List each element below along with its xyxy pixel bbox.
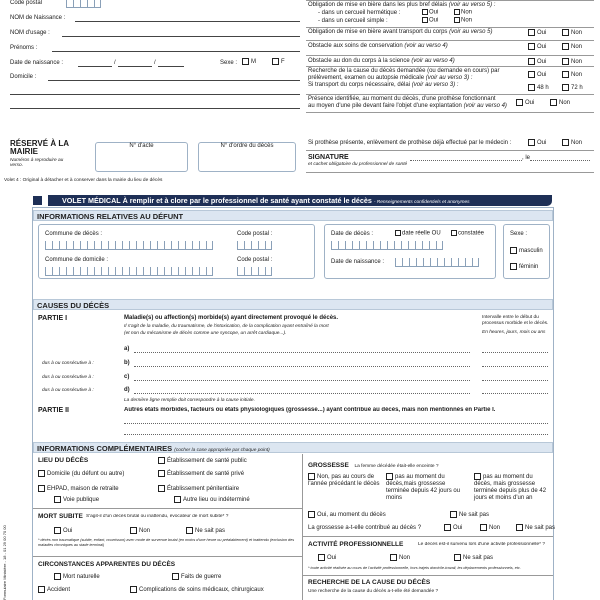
cercueil-simple-oui[interactable] [422, 17, 428, 23]
date-deces-field[interactable] [331, 241, 443, 250]
grossesse-plus42j-label: pas au moment du décès, mais grossesse terminée depuis plus de 42 jours et moins d'un an [474, 474, 547, 502]
cercueil-simple-non[interactable] [454, 17, 460, 23]
etat-civil-block: Code postal NOM de Naissance : NOM d'usage : Prénoms : Date de naissance : / / Sexe : M F Domicile : RÉSERVÉ À LA MAIRIE Numéros à reproduire au verso. N° d'acte N° d'ordre du décès Volet 4 : Original à détacher et à conserver dans la mairie du lieu de décès [10, 0, 302, 150]
code-postal-domicile-label: Code postal : [237, 257, 273, 263]
domicile-label: Domicile : [10, 74, 37, 80]
code-postal-deces-field[interactable] [237, 241, 272, 250]
cause-d-field[interactable] [134, 393, 470, 394]
recherche-head: RECHERCHE DE LA CAUSE DU DÉCÈS [308, 579, 431, 586]
intervalle-l2: processus morbide et le décès. [482, 321, 549, 326]
sexe-defunt-label: Sexe : [510, 231, 528, 237]
nom-naissance-field[interactable] [75, 21, 300, 22]
nom-usage-field[interactable] [62, 36, 300, 37]
volet-marker [33, 196, 42, 205]
presence-l2: au moyen d'une pile devant faire l'objet d'une explantation [308, 103, 462, 109]
partie-1-desc-2: (et non du mécanisme de décès comme une syncope, un arrêt cardiaque...). [124, 331, 287, 336]
mort-subite-question: S'agit-il d'un décès brutal ou inattendu, évocateur de mort subite* ? [86, 514, 229, 519]
activite-question: Le décès est-il survenu lors d'une activité professionnelle* ? [418, 542, 546, 547]
grossesse-42j-checkbox[interactable] [386, 473, 393, 480]
consec-b-label: dus à ou consécutive à : [42, 361, 94, 366]
sexe-f-checkbox[interactable] [272, 58, 279, 65]
accident-label: Accident [47, 587, 71, 594]
obstacle-don-non[interactable] [562, 58, 569, 65]
date-constatee-label: constatée [458, 230, 485, 237]
etab-prive-label: Établissement de santé privé [167, 471, 245, 478]
date-deces-label: Date de décès : [331, 231, 374, 237]
commune-deces-field[interactable] [45, 241, 213, 250]
ehpad-label: EHPAD, maison de retraite [47, 486, 119, 493]
prothese-non[interactable] [562, 139, 569, 146]
mise-biere-avant-non[interactable] [562, 29, 569, 36]
activite-non[interactable] [390, 554, 397, 561]
cause-a-field[interactable] [134, 352, 470, 353]
code-postal-field[interactable] [66, 0, 101, 8]
recherche-oui[interactable] [528, 71, 535, 78]
obstacle-soins-label: Obstacle aux soins de conservation [308, 43, 403, 49]
sexe-m-checkbox[interactable] [242, 58, 249, 65]
masculin-checkbox[interactable] [510, 247, 517, 254]
delai-48h[interactable] [528, 84, 535, 91]
activite-oui[interactable] [318, 554, 325, 561]
sexe-label: Sexe : [220, 60, 238, 66]
partie-2-label: PARTIE II [38, 407, 69, 414]
code-postal-deces-label: Code postal : [237, 231, 273, 237]
cercueil-hermetique-label: - dans un cercueil hermétique : [318, 10, 401, 16]
presence-oui[interactable] [516, 99, 523, 106]
numero-ordre-box[interactable] [198, 142, 296, 172]
grossesse-42j-label: pas au moment du décès,mais grossesse terminée depuis 42 jours ou moins [386, 474, 461, 502]
prenoms-label: Prénoms : [10, 45, 38, 51]
date-naissance-label: Date de naissance : [10, 60, 64, 66]
ehpad-checkbox[interactable] [38, 485, 45, 492]
sexe-m-label: M [251, 59, 256, 66]
grossesse-head: GROSSESSE [308, 462, 349, 469]
domicile-checkbox[interactable] [38, 470, 45, 477]
numero-acte-label: N° d'acte [129, 143, 154, 149]
volet-medical-note: - Renseignements confidentiels et anonymes [373, 200, 470, 205]
cause-a-intervalle[interactable] [482, 352, 548, 353]
recherche-l1: Recherche de la cause du décès demandée (ou demande en cours) par [308, 68, 500, 74]
activite-head: ACTIVITÉ PROFESSIONNELLE [308, 541, 404, 548]
date-naissance-mois[interactable] [118, 66, 152, 67]
signature-date-label: , le [521, 155, 530, 161]
obligations-block: Obligation de mise en bière dans les plus bref délais (voir au verso 5) : - dans un cercueil hermétique : Oui Non - dans un cercueil simple : Oui Non Obligation de mise en bière avant transport du corps (voir au verso 5) Oui Non Obstacle aux soins de conservation (voir au verso 4) Oui Non Obstacle au don du corps à la science (voir au verso 4) Oui Non Recherche de la cause du décès demandée (ou demande en cours) par prélèvement, examen ou autopsie médicale (voir au verso 3) : Si transport du corps nécessaire, délai (voir au verso 3) : Oui Non 48 h 72 h Présence identifiée, au moment du décès, d'une prothèse fonctionnant au moyen d'une pile devant faire l'objet d'une explantation (voir au verso 4) Oui Non Si prothèse présente, enlèvement de prothèse déjà effectué par le médecin : Oui Non SIGNATURE et cachet obligatoire du professionnel de santé , le [306, 0, 594, 176]
sexe-f-label: F [281, 59, 285, 66]
cause-d-intervalle[interactable] [482, 393, 548, 394]
sexe-box [503, 224, 550, 279]
contribue-oui[interactable] [444, 524, 451, 531]
infos-comp-head-bar [33, 442, 553, 453]
contribue-nsp[interactable] [516, 524, 523, 531]
mort-naturelle-checkbox[interactable] [54, 573, 61, 580]
mort-subite-non[interactable] [130, 527, 137, 534]
delai-72h[interactable] [562, 84, 569, 91]
mise-biere-ref: (voir au verso 5) : [448, 2, 496, 8]
cercueil-hermetique-oui[interactable] [422, 9, 428, 15]
grossesse-oui-label: Oui, au moment du décès [317, 512, 386, 519]
date-naissance-jour[interactable] [78, 66, 112, 67]
mort-subite-nsp[interactable] [186, 527, 193, 534]
code-postal-domicile-field[interactable] [237, 267, 272, 276]
grossesse-non-label: Non, pas au cours de l'année précédant le décès [308, 474, 380, 488]
numero-ordre-label: N° d'ordre du décès [220, 143, 274, 149]
autre-lieu-checkbox[interactable] [174, 496, 181, 503]
voie-publique-label: Voie publique [63, 497, 100, 504]
etab-prive-checkbox[interactable] [158, 470, 165, 477]
recherche-l3: Si transport du corps nécessaire, délai [308, 82, 411, 88]
signature-label: SIGNATURE [308, 154, 349, 161]
grossesse-plus42j-checkbox[interactable] [474, 473, 481, 480]
causes-head: CAUSES DU DÉCÈS [33, 299, 553, 310]
domicile-field-2[interactable] [10, 94, 300, 95]
obstacle-don-label: Obstacle au don du corps à la science [308, 58, 410, 64]
infos-comp-head: INFORMATIONS COMPLÉMENTAIRES [37, 444, 173, 453]
complications-label: Complications de soins médicaux, chirurgicaux [139, 587, 264, 594]
feminin-label: féminin [519, 264, 539, 271]
partie-1-desc-1: Il s'agit de la maladie, du traumatisme, de l'intoxication, de la complication ayant entraîné la mort [124, 323, 329, 329]
feminin-checkbox[interactable] [510, 263, 517, 270]
etab-penitentiaire-checkbox[interactable] [158, 485, 165, 492]
autre-lieu-label: Autre lieu ou indéterminé [183, 497, 250, 504]
faits-guerre-checkbox[interactable] [172, 573, 179, 580]
circonstances-head: CIRCONSTANCES APPARENTES DU DÉCÈS [38, 561, 176, 568]
grossesse-non-checkbox[interactable] [308, 473, 315, 480]
domicile-label: Domicile (du défunt ou autre) [47, 471, 125, 478]
date-naissance-defunt-label: Date de naissance : [331, 259, 385, 265]
faits-guerre-label: Faits de guerre [181, 574, 222, 581]
cause-c-intervalle[interactable] [482, 380, 548, 381]
lieu-deces-head: LIEU DU DÉCÈS [38, 457, 89, 464]
voie-publique-checkbox[interactable] [54, 496, 61, 503]
cercueil-simple-label: - dans un cercueil simple : [318, 18, 388, 24]
reserve-mairie-note: Numéros à reproduire au verso. [10, 158, 64, 168]
recherche-non[interactable] [562, 71, 569, 78]
side-reference: Formulaire Ministère - 18 - 01 29 00 70 00 [2, 525, 7, 600]
recherche-l2: prélèvement, examen ou autopsie médicale [308, 75, 425, 81]
date-reelle-label: date réelle OU [402, 230, 441, 237]
accident-checkbox[interactable] [38, 586, 45, 593]
consec-c-label: dus à ou consécutive à : [42, 375, 94, 380]
code-postal-label: Code postal [10, 0, 43, 6]
recherche-question: Une recherche de la cause du décès a-t-elle été demandée ? [308, 589, 439, 594]
prenoms-field[interactable] [52, 51, 300, 52]
partie-2-field-1[interactable] [124, 423, 548, 424]
complications-checkbox[interactable] [130, 586, 137, 593]
reserve-mairie-title: RÉSERVÉ À LA MAIRIE [10, 139, 69, 156]
mort-naturelle-label: Mort naturelle [63, 574, 100, 581]
mise-biere-avant-label: Obligation de mise en bière avant transport du corps [308, 29, 448, 35]
cause-a-label: a) [124, 346, 130, 352]
date-naissance-annee[interactable] [158, 66, 184, 67]
obstacle-soins-non[interactable] [562, 43, 569, 50]
cause-c-label: c) [124, 374, 130, 380]
numero-acte-box[interactable] [95, 142, 188, 172]
cause-b-label: b) [124, 360, 130, 366]
activite-nsp[interactable] [454, 554, 461, 561]
prothese-label: Si prothèse présente, enlèvement de prothèse déjà effectué par le médecin : [308, 140, 512, 146]
grossesse-oui-checkbox[interactable] [308, 511, 315, 518]
cause-c-field[interactable] [134, 380, 470, 381]
mort-subite-note: * décès non traumatique (subite, enfant, nourrisson) avec mode de survenue brutal (en moins d'une heure ou préalablement) et inattendu (exclusion des maladies chroniques au stade terminal) [38, 538, 295, 547]
dates-box [324, 224, 496, 279]
signature-field[interactable] [410, 154, 522, 161]
masculin-label: masculin [519, 248, 543, 255]
date-reelle-checkbox[interactable] [395, 230, 401, 236]
partie-2-text: Autres états morbides, facteurs ou états physiologiques (grossesse...) ayant contribué au décès, mais non mentionnés en Partie I. [124, 407, 496, 413]
volet-medical-title: VOLET MÉDICAL À remplir et à clore par le professionnel de santé ayant constaté le décès [62, 196, 372, 205]
commune-domicile-field[interactable] [45, 267, 213, 276]
obstacle-soins-oui[interactable] [528, 43, 535, 50]
volet-note: Volet 4 : Original à détacher et à conserver dans la mairie du lieu de décès [4, 178, 163, 183]
cause-b-field[interactable] [134, 366, 470, 367]
commune-deces-label: Commune de décès : [45, 231, 103, 237]
mise-biere-avant-oui[interactable] [528, 29, 535, 36]
domicile-field-1[interactable] [48, 80, 300, 81]
volet-medical-banner [48, 195, 552, 206]
date-naissance-defunt-field[interactable] [395, 258, 479, 267]
etab-penitentiaire-label: Établissement pénitentiaire [167, 486, 240, 493]
grossesse-question: La femme décédée était-elle enceinte ? [354, 464, 439, 469]
mort-subite-oui[interactable] [54, 527, 61, 534]
obstacle-don-oui[interactable] [528, 58, 535, 65]
grossesse-contribue-label: La grossesse a-t-elle contribué au décès ? [308, 525, 422, 531]
lieu-deces-box [38, 224, 315, 279]
activite-note: * toute activité réalisée au cours de l'activité professionnelle, hors trajets domicile-travail, les déplacements professionnels, etc. [308, 566, 521, 570]
domicile-field-3[interactable] [10, 108, 300, 109]
contribue-non[interactable] [480, 524, 487, 531]
cause-b-intervalle[interactable] [482, 366, 548, 367]
cercueil-hermetique-non[interactable] [454, 9, 460, 15]
derniere-ligne-note: La dernière ligne remplie doit correspondre à la cause initiale. [124, 398, 255, 403]
mort-subite-head: MORT SUBITE [38, 513, 83, 520]
cause-d-label: d) [124, 387, 130, 393]
grossesse-nsp-checkbox[interactable] [450, 511, 457, 518]
consec-d-label: dus à ou consécutive à : [42, 388, 94, 393]
signature-note: et cachet obligatoire du professionnel de santé [308, 162, 408, 167]
etab-public-label: Établissement de santé public [167, 458, 247, 465]
partie-1-title: Maladie(s) ou affection(s) morbide(s) ayant directement provoqué le décès. [124, 315, 339, 321]
intervalle-l1: Intervalle entre le début du [482, 315, 539, 320]
date-constatee-checkbox[interactable] [451, 230, 457, 236]
mise-biere-label: Obligation de mise en bière dans les plus bref délais [308, 2, 448, 8]
presence-non[interactable] [550, 99, 557, 106]
partie-1-label: PARTIE I [38, 315, 68, 322]
signature-date-field[interactable] [530, 154, 590, 161]
prothese-oui[interactable] [528, 139, 535, 146]
infos-defunt-head: INFORMATIONS RELATIVES AU DÉFUNT [33, 210, 553, 221]
nom-naissance-label: NOM de Naissance : [10, 15, 66, 21]
commune-domicile-label: Commune de domicile : [45, 257, 109, 263]
intervalle-l3: En heures, jours, mois ou ans [482, 330, 546, 335]
presence-l1: Présence identifiée, au moment du décès, d'une prothèse fonctionnant [308, 96, 496, 102]
infos-comp-note: (cocher la case appropriée par chaque point) [174, 448, 270, 453]
etab-public-checkbox[interactable] [158, 457, 165, 464]
nom-usage-label: NOM d'usage : [10, 30, 50, 36]
partie-2-field-2[interactable] [124, 434, 548, 435]
